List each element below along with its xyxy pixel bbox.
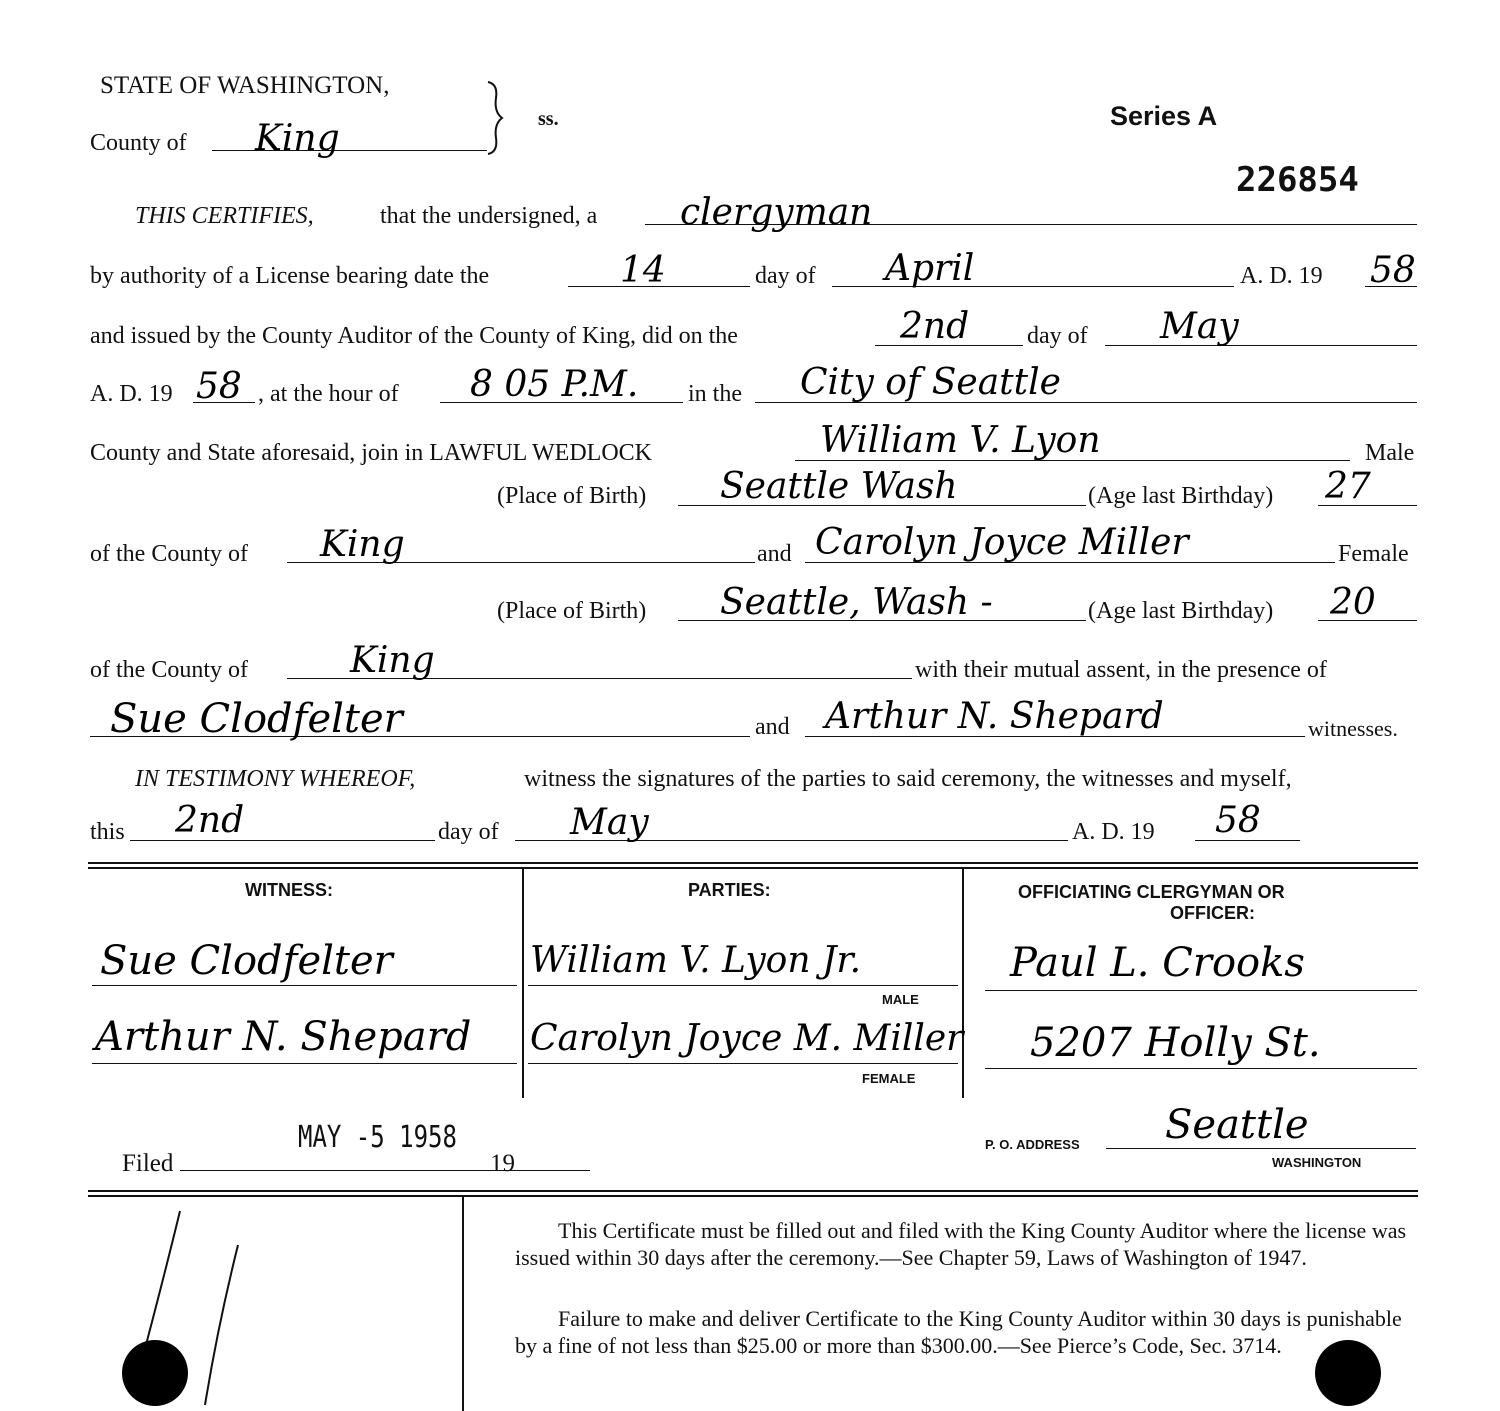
hour-label: , at the hour of [258, 381, 399, 407]
ss-label: ss. [538, 108, 559, 130]
day-of-label: day of [755, 263, 816, 289]
filed-19-label: 19 [490, 1150, 515, 1177]
footer-top-rule-2 [88, 1195, 1418, 1197]
party-sig-1-line [528, 985, 958, 986]
place-of-birth-label: (Place of Birth) [497, 483, 647, 509]
punch-hole-left [122, 1340, 188, 1406]
day-of-label-2: day of [1027, 323, 1088, 349]
ad-label-3: A. D. 19 [1072, 819, 1155, 845]
certifies-lead: THIS CERTIFIES, [135, 203, 314, 229]
license-year: 58 [1370, 250, 1416, 291]
sign-month: May [570, 802, 649, 843]
footer-top-rule [88, 1190, 1418, 1192]
brace-icon [482, 78, 512, 158]
issued-text: and issued by the County Auditor of the County of King, did on the [90, 323, 738, 349]
table-top-rule-2 [88, 867, 1418, 869]
wedlock-text: County and State aforesaid, join in LAWFUL WEDLOCK [90, 440, 652, 466]
groom-age: 27 [1325, 466, 1371, 507]
officer-signature: Paul L. Crooks [1010, 940, 1305, 986]
hour-value: 8 05 P.M. [470, 364, 639, 405]
place-value: City of Seattle [800, 362, 1061, 403]
license-month: April [885, 248, 975, 289]
officer-header: OFFICIATING CLERGYMAN OR [1018, 882, 1285, 902]
bride-county: King [350, 640, 435, 681]
ceremony-month-underline [1105, 345, 1417, 346]
sign-year: 58 [1215, 800, 1261, 841]
groom-birthplace: Seattle Wash [720, 466, 958, 507]
certificate-number: 226854 [1236, 160, 1359, 200]
series-label: Series A [1110, 101, 1218, 131]
ad-label: A. D. 19 [1240, 263, 1323, 289]
party-signature-1: William V. Lyon Jr. [530, 940, 862, 981]
party-signature-2: Carolyn Joyce M. Miller [530, 1018, 964, 1059]
and-label-2: and [755, 714, 790, 740]
ceremony-year: 58 [196, 366, 242, 407]
groom-county: King [320, 524, 405, 565]
footer-paragraph-2: Failure to make and deliver Certificate to the King County Auditor within 30 days is punishable by a fine of not less than $25.00 or more than $300.00.—See Pierce’s Code, Sec. 3714. [515, 1306, 1402, 1358]
license-day: 14 [620, 250, 666, 291]
county-of-label: of the County of [90, 541, 248, 567]
bride-age: 20 [1330, 582, 1376, 623]
bride-name: Carolyn Joyce Miller [815, 522, 1189, 563]
male-label: Male [1365, 440, 1415, 466]
footer-divider [462, 1196, 464, 1411]
party-sig-2-line [528, 1063, 958, 1064]
witness2-name: Arthur N. Shepard [825, 696, 1164, 737]
witness-signature-1: Sue Clodfelter [100, 938, 393, 984]
witness-signature-2: Arthur N. Shepard [95, 1014, 472, 1060]
in-the-label: in the [688, 381, 742, 407]
place-of-birth-label-2: (Place of Birth) [497, 598, 647, 624]
day-of-label-3: day of [438, 819, 499, 845]
age-label: (Age last Birthday) [1088, 483, 1274, 509]
testimony-lead: IN TESTIMONY WHEREOF, [135, 766, 416, 792]
po-city: Seattle [1165, 1102, 1309, 1148]
parties-header: PARTIES: [688, 880, 771, 900]
testimony-text: witness the signatures of the parties to said ceremony, the witnesses and myself, [524, 766, 1292, 792]
witness1-name: Sue Clodfelter [110, 696, 403, 742]
county-underline [212, 150, 487, 151]
washington-caption: WASHINGTON [1272, 1155, 1362, 1170]
column-divider-2 [962, 868, 964, 1098]
filed-stamp: MAY -5 1958 [298, 1120, 457, 1155]
witness-header: WITNESS: [245, 880, 333, 900]
county-label: County of [90, 130, 187, 156]
officer-address: 5207 Holly St. [1030, 1020, 1321, 1066]
sign-day: 2nd [175, 800, 245, 841]
witness-sig-2-line [92, 1063, 517, 1064]
county-of-label-2: of the County of [90, 657, 248, 683]
witness-sig-1-line [92, 985, 517, 986]
ceremony-month: May [1160, 306, 1239, 347]
officer-address-line [985, 1068, 1417, 1069]
county-value: King [255, 118, 340, 159]
certifies-text: that the undersigned, a [380, 203, 598, 229]
officer-header-2: OFFICER: [1170, 903, 1255, 923]
ad-label-2: A. D. 19 [90, 381, 173, 407]
filed-label: Filed [122, 1150, 174, 1177]
male-caption: MALE [882, 992, 919, 1007]
bride-birthplace: Seattle, Wash - [720, 582, 993, 623]
footer-paragraph-1: This Certificate must be filled out and filed with the King County Auditor where the license was issued within 30 days after the ceremony.—See Chapter 59, Laws of Washington of 1947. [515, 1218, 1407, 1270]
witnesses-label: witnesses. [1308, 716, 1398, 741]
officer-sig-line [985, 990, 1417, 991]
po-address-line [1106, 1148, 1416, 1149]
this-label: this [90, 819, 125, 845]
license-text: by authority of a License bearing date the [90, 263, 490, 289]
ceremony-day: 2nd [900, 306, 970, 347]
mutual-assent-text: with their mutual assent, in the presence of [915, 657, 1327, 683]
age-label-2: (Age last Birthday) [1088, 598, 1274, 624]
table-top-rule [88, 862, 1418, 864]
officiant-title: clergyman [680, 192, 873, 233]
groom-name: William V. Lyon [820, 420, 1101, 461]
filed-underline [180, 1170, 590, 1171]
po-address-label: P. O. ADDRESS [985, 1137, 1080, 1152]
female-caption: FEMALE [862, 1071, 916, 1086]
state-heading: STATE OF WASHINGTON, [100, 72, 390, 99]
and-label: and [757, 541, 792, 567]
female-label: Female [1338, 541, 1409, 567]
column-divider-1 [522, 868, 524, 1098]
